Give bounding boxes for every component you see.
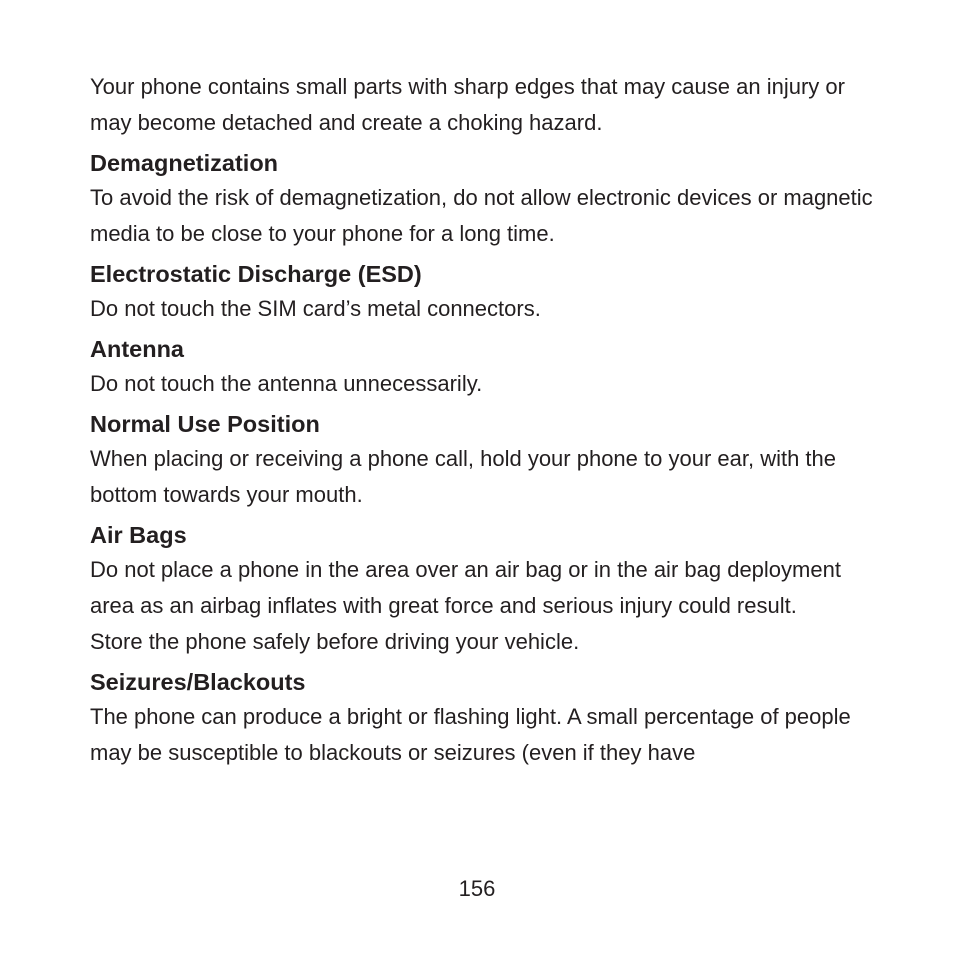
section-heading: Antenna <box>90 336 184 362</box>
section-paragraph: The phone can produce a bright or flashing light. A small percentage of people may be susceptible to blackouts or seizures (even if they have <box>90 704 851 765</box>
section-paragraph: Store the phone safely before driving your vehicle. <box>90 629 580 654</box>
section-antenna <box>90 334 880 402</box>
section-heading: Normal Use Position <box>90 411 320 437</box>
intro-paragraph: Your phone contains small parts with sharp edges that may cause an injury or may become detached and create a choking hazard. <box>90 74 845 135</box>
section-paragraph: Do not touch the antenna unnecessarily. <box>90 371 483 396</box>
section-paragraph: To avoid the risk of demagnetization, do not allow electronic devices or magnetic media to be close to your phone for a long time. <box>90 185 873 246</box>
section-heading: Air Bags <box>90 522 187 548</box>
section-heading: Seizures/Blackouts <box>90 669 306 695</box>
document-page <box>90 69 880 771</box>
section-heading: Demagnetization <box>90 150 279 176</box>
section-heading: Electrostatic Discharge (ESD) <box>90 261 422 287</box>
section-paragraph: Do not place a phone in the area over an air bag or in the air bag deployment area as an airbag inflates with great force and serious injury could result. <box>90 557 841 618</box>
section-normal-use-position <box>90 409 880 513</box>
section-seizures-blackouts <box>90 667 880 771</box>
section-paragraph: Do not touch the SIM card’s metal connectors. <box>90 296 541 321</box>
section-esd <box>90 259 880 327</box>
page-number: 156 <box>458 876 496 901</box>
section-air-bags <box>90 520 880 660</box>
section-paragraph: When placing or receiving a phone call, hold your phone to your ear, with the bottom towards your mouth. <box>90 446 837 507</box>
section-demagnetization <box>90 148 880 252</box>
